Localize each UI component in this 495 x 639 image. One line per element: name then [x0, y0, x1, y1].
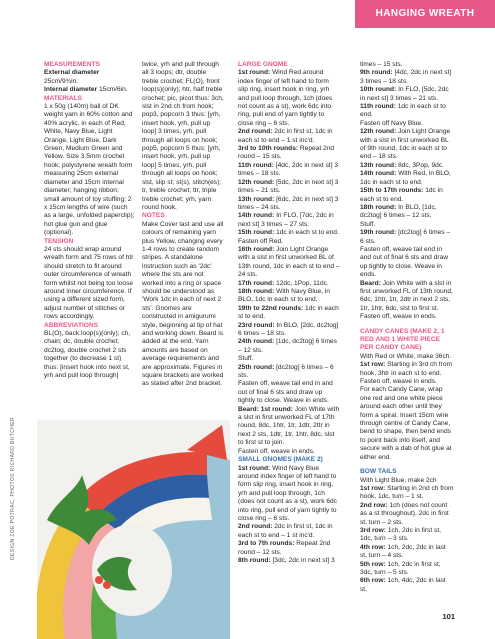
- pattern-instruction: [238, 305, 340, 322]
- instruction-text: With Navy Blue, in BLO, 1dc in each st to end.: [238, 287, 330, 304]
- external-diameter-value: 25cm/9¾in.: [44, 77, 79, 85]
- pattern-instruction: [238, 364, 340, 381]
- round-label: 13th round:: [238, 195, 275, 203]
- pattern-instruction: [360, 527, 454, 544]
- round-label: 14th round:: [238, 212, 275, 220]
- round-label: 2nd round:: [238, 128, 273, 136]
- instruction-text: SMALL GNOMES (MAKE 2): [238, 456, 323, 464]
- instruction-text: [3dc, 2dc in next st] 3: [270, 556, 335, 564]
- pattern-instruction: [360, 120, 454, 128]
- round-label: 14th round:: [360, 170, 397, 178]
- tension-text: 24 sts should wrap around wreath form and 75 rows of htr should stretch to fit around outer circumference of wreath form whilst not being too loose around inner circumference. If using a different sized form, adjust number of stitches or rows accordingly.: [44, 245, 134, 321]
- materials-text: 1 x 50g (140m) ball of DK weight yarn in 60% cotton and 40% acrylic, in each of Red, White, Navy Blue, Light Orange, Light Blue, Dark Green, Medium Green and Yellow. Size 3.5mm crochet hook; polystyrene wreath form measuring 25cm external diameter and 15cm internal diameter; hanging ribbon; small amount of toy stuffing; 2 x 15cm lengths of wire (such as a large, unfolded paperclip); hot glue gun and glue (optional).: [44, 103, 135, 237]
- pattern-instruction: [360, 353, 454, 361]
- tension-heading: TENSION: [44, 237, 74, 245]
- instruction-text: 1ch, 4dc, 2dc in last st,: [360, 577, 446, 593]
- instruction-text: [4dc, 2dc in next st] 3 times – 18 sts.: [238, 161, 339, 178]
- instruction-text: times – 15 sts.: [360, 61, 403, 68]
- notes-text: Make Cover last and use all colours of remaining yarn plus Yellow, changing every 1-4 rows to create random stripes. A standalone instruction such as '2dc' where the sts are not worked into a ring or space should be understood as 'Work 1dc in each of next 2 sts'. Gnomes are constructed in amigurumi style, beginning at tip of hat and working down. Beard is added at the end. Yarn amounts are based on average requirements and are approximate. Figures in square brackets are worked as stated after 2nd bracket.: [142, 220, 224, 388]
- instruction-text: Fasten off, weave tail end in and out of final 6 sts and draw up tightly to close. Weave in ends.: [360, 245, 448, 279]
- section-banner: HANGING WREATH: [355, 0, 495, 28]
- pattern-instruction: [238, 557, 340, 565]
- instruction-text: [4dc, 2dc in next st] 3 times – 18 sts.: [360, 69, 452, 85]
- pattern-instruction: [360, 128, 454, 162]
- pattern-instruction: [238, 406, 340, 448]
- instruction-text: With Red, in BLO, 1dc in each st to end.: [360, 170, 451, 186]
- round-label: 12th round:: [238, 178, 275, 186]
- instruction-text: Join Light Orange with a slst in first unworked BL of 13th round, 1dc in each st to end – 24 sts.: [238, 245, 340, 279]
- pattern-instruction: [238, 540, 340, 557]
- pattern-instruction: [238, 162, 340, 179]
- section-heading: [360, 468, 454, 476]
- pattern-instruction: [360, 313, 454, 321]
- crochet-wreath-illustration: [37, 420, 230, 639]
- abbreviations-continued: twice, yrh and pull through all 3 loops; dtr, double treble crochet; FL(O), front loop(s)(only); htr, half treble crochet; pic, picot thus: 3ch, slst in 2nd ch from hook; pop3, popcorn 3 thus: [yrh, insert hook, yrh, pull up loop] 3 times, yrh, pull through all loops on hook; pop5, popcorn 5 thus: [yrh, insert hook, yrh, pull up loop] 5 times, yrh, pull through all loops on hook; slst, slip st; st(s), stitch(es); tr, treble crochet; ttr, triple treble crochet; yrh, yarn round hook.: [142, 61, 224, 211]
- pattern-instruction: [360, 162, 454, 170]
- pattern-instruction: [238, 338, 340, 355]
- round-label: 1st round:: [238, 464, 271, 472]
- pattern-instruction: [360, 577, 454, 594]
- instruction-text: Fasten off Red.: [238, 237, 283, 245]
- round-label: 3rd to 7th rounds:: [238, 540, 295, 548]
- instruction-text: Fasten off Navy Blue.: [360, 119, 423, 127]
- pattern-instruction: [360, 477, 454, 485]
- pattern-instruction: [238, 128, 340, 145]
- round-label: 11th round:: [360, 103, 396, 111]
- abbreviations-text: BL(O), back loop(s)(only); ch, chain; dc, double crochet; dc2tog, double crochet 2 sts together (to decrease 1 st) thus: [insert hook into next st, yrh and pull loop through]: [44, 330, 131, 380]
- instruction-text: Starting in 3rd ch from hook, 3htr in each st to end.: [360, 361, 452, 377]
- pattern-instruction: [360, 69, 454, 86]
- instruction-text: In BLO, [1dc, dc2tog] 6 times – 12 sts.: [360, 203, 437, 220]
- round-label: 13th round:: [360, 161, 397, 169]
- round-label: 10th round:: [360, 86, 397, 94]
- round-label: 19th round:: [360, 229, 397, 237]
- pattern-instruction: [360, 229, 454, 246]
- instruction-text: Join Light Orange with a slst in first unworked BL of 9th round, 1dc in each st to end – 18 sts.: [360, 128, 451, 161]
- section-heading: [238, 61, 340, 69]
- instruction-text: 2dc in first st, 1dc in each st to end – 1 st inc'd.: [238, 128, 333, 144]
- round-label: 19th to 22nd rounds:: [238, 304, 304, 312]
- round-label: 2nd round:: [238, 523, 273, 531]
- instruction-text: In FLO, [7dc, 2dc in next st] 3 times – 27 sts.: [238, 212, 334, 228]
- instruction-text: 1ch, 2dc in first st, 1dc, turn – 3 sts.: [360, 526, 441, 543]
- pattern-instruction: [238, 246, 340, 280]
- round-label: 24th round:: [238, 338, 275, 346]
- pattern-instruction: [360, 378, 454, 386]
- section-heading: [238, 456, 340, 464]
- instruction-text: [dc2tog] 6 times – 6 sts.: [238, 363, 334, 380]
- round-label: 3rd row:: [360, 526, 387, 534]
- internal-diameter-value: 15cm/6in.: [98, 86, 128, 94]
- instruction-text: Wind Red around index finger of left hand to form slip ring, insert hook in ring, yrh and pull loop through, 1ch (does not count as a st), work 6dc into ring, pull end of yarn tightly to close ring – 6 sts.: [238, 69, 333, 127]
- round-label: 15th round:: [238, 229, 275, 237]
- round-label: 23rd round:: [238, 321, 275, 329]
- pattern-instruction: [360, 485, 454, 502]
- pattern-instruction: [360, 61, 454, 69]
- pattern-instruction: [238, 238, 340, 246]
- instruction-text: 8dc, 3Pop, 9dc.: [396, 161, 444, 169]
- column-3: [238, 61, 340, 565]
- pattern-instruction: [360, 86, 454, 103]
- round-label: 2nd row:: [360, 501, 388, 509]
- wreath-photo: [37, 420, 230, 639]
- instruction-text: Repeat 2nd round – 12 sts.: [238, 540, 331, 556]
- pattern-instruction: [360, 187, 454, 204]
- instruction-text: Stuff.: [360, 220, 376, 228]
- instruction-text: [dc2tog] 6 times – 6 sts.: [360, 229, 451, 245]
- pattern-instruction: [238, 288, 340, 305]
- round-label: Beard:: [360, 279, 381, 287]
- pattern-instruction: [238, 229, 340, 237]
- internal-diameter-label: Internal diameter: [44, 86, 98, 94]
- pattern-instruction: [360, 386, 454, 462]
- round-label: 15th to 17th rounds:: [360, 187, 424, 195]
- instruction-text: 1dc in each st to end.: [238, 304, 339, 321]
- round-label: Beard: 1st round:: [238, 405, 293, 413]
- round-label: 17th round:: [238, 279, 275, 287]
- pattern-instruction: [238, 145, 340, 162]
- instruction-text: Fasten off, weave in ends.: [360, 378, 437, 386]
- instruction-text: 12dc, 1Pop, 11dc.: [274, 279, 329, 287]
- pattern-instruction: [238, 380, 340, 405]
- instruction-text: 2dc in first st, 1dc in each st to end – 1 st inc'd.: [238, 523, 333, 539]
- round-label: 3rd to 10th rounds:: [238, 145, 299, 153]
- instruction-text: Repeat 2nd round – 15 sts.: [238, 145, 335, 161]
- instruction-text: In BLO, [2dc, dc2tog] 6 times – 18 sts.: [238, 321, 339, 337]
- materials-heading: MATERIALS: [44, 94, 82, 102]
- instruction-text: Join White with a slst in first unworked FL of 17th round, 8dc, 1htr, 1tr, 1dtr, 2ttr in next 2 sts, 1dtr, 1tr, 1htr, 8dc, slst to first st to join.: [238, 405, 340, 447]
- pattern-instruction: [238, 212, 340, 229]
- instruction-text: LARGE GNOME: [238, 61, 288, 68]
- abbreviations-heading: ABBREVIATIONS: [44, 321, 99, 329]
- instruction-text: CANDY CANES (MAKE 2, 1 RED AND 1 WHITE PIECE PER CANDY CANE): [360, 327, 445, 352]
- instruction-text: In FLO, [5dc, 2dc in next st] 3 times – 21 sts.: [360, 86, 449, 102]
- round-label: 1st row:: [360, 484, 386, 492]
- pattern-instruction: [360, 221, 454, 229]
- pattern-instruction: [360, 246, 454, 280]
- round-label: 12th round:: [360, 128, 397, 136]
- column-2: [142, 61, 224, 389]
- page-number: 101: [442, 612, 455, 621]
- instruction-text: 1ch, 2dc, 2dc in last st, turn – 4 sts.: [360, 543, 446, 560]
- round-label: 18th round:: [360, 203, 397, 211]
- column-4: [360, 61, 454, 594]
- pattern-instruction: [360, 361, 454, 378]
- instruction-text: Wind Navy Blue around index finger of left hand to form slip ring, insert hook in ring, yrh and pull loop through, 1ch (does not count as a st), work 6dc into ring, pull end of yarn tightly to close ring – 6 sts.: [238, 464, 337, 522]
- measurements-heading: MEASUREMENTS: [44, 61, 101, 68]
- pattern-instruction: [360, 561, 454, 578]
- round-label: 11th round:: [238, 161, 274, 169]
- notes-heading: NOTES: [142, 212, 165, 220]
- instruction-text: 1ch (does not count as a st throughout), 2dc in first st, turn – 2 sts.: [360, 501, 449, 526]
- round-label: 5th row:: [360, 560, 386, 568]
- round-label: 1st row:: [360, 361, 386, 369]
- instruction-text: 1ch, 2dc in first st, 3dc, turn – 5 sts.: [360, 560, 441, 576]
- instruction-text: Fasten off, weave in ends.: [238, 447, 315, 455]
- instruction-text: [1dc, dc2tog] 6 times – 12 sts.: [238, 338, 337, 354]
- photo-credit: DESIGN ZOE POTRAC, PHOTOS RICHARD BUTCHER: [10, 417, 16, 560]
- instruction-text: Join White with a slst in first unworked FL of 13th round, 6dc, 1htr, 1tr, 2dtr in next 2 sts, 1tr, 1htr, 6dc, slst to first st.: [360, 279, 453, 312]
- pattern-instruction: [238, 322, 340, 339]
- round-label: 8th round:: [238, 556, 271, 564]
- pattern-instruction: [360, 103, 454, 120]
- pattern-instruction: [360, 280, 454, 314]
- pattern-instruction: [238, 465, 340, 524]
- pattern-instruction: [238, 448, 340, 456]
- round-label: 4th row:: [360, 543, 386, 551]
- pattern-instruction: [360, 502, 454, 527]
- round-label: 1st round:: [238, 69, 271, 77]
- pattern-instruction: [360, 170, 454, 187]
- round-label: 9th round:: [360, 69, 393, 77]
- instruction-text: Starting in 2nd ch from hook, 1dc, turn – 1 st.: [360, 484, 454, 501]
- round-label: 18th round:: [238, 287, 275, 295]
- column-1: [44, 61, 135, 380]
- pattern-instruction: [360, 204, 454, 221]
- instruction-text: BOW TAILS: [360, 468, 397, 476]
- instruction-text: [5dc, 2dc in next st] 3 times – 21 sts.: [238, 178, 339, 195]
- instruction-text: Fasten off, weave tail end in and out of final 6 sts and draw up tightly to close. Weave in ends.: [238, 380, 333, 405]
- instruction-text: For each Candy Cane, wrap one red and one white piece around each other until they form a spiral. Insert 15cm wire through centre of Candy Cane, bend to shape, then bend ends to point back into itself, and secure with a dab of hot glue at either end.: [360, 386, 452, 461]
- instruction-text: With Red or White, make 36ch.: [360, 352, 452, 360]
- pattern-instruction: [360, 544, 454, 561]
- pattern-instruction: [238, 179, 340, 196]
- instruction-text: Fasten off, weave in ends.: [360, 313, 437, 321]
- instruction-text: 1dc in each st to end.: [360, 187, 443, 203]
- pattern-instruction: [238, 69, 340, 128]
- pattern-instruction: [238, 523, 340, 540]
- external-diameter-label: External diameter: [44, 69, 100, 77]
- round-label: 6th row:: [360, 577, 386, 585]
- instruction-text: Stuff.: [238, 355, 254, 363]
- pattern-instruction: [238, 355, 340, 363]
- instruction-text: [6dc, 2dc in next st] 3 times – 24 sts.: [238, 195, 339, 211]
- pattern-instruction: [238, 280, 340, 288]
- round-label: 25th round:: [238, 363, 275, 371]
- instruction-text: 1dc in each st to end.: [360, 103, 446, 119]
- section-heading: [360, 328, 454, 353]
- instruction-text: 1dc in each st to end.: [274, 229, 339, 237]
- round-label: 16th round:: [238, 245, 275, 253]
- pattern-instruction: [238, 196, 340, 213]
- instruction-text: With Light Blue, make 2ch: [360, 476, 437, 484]
